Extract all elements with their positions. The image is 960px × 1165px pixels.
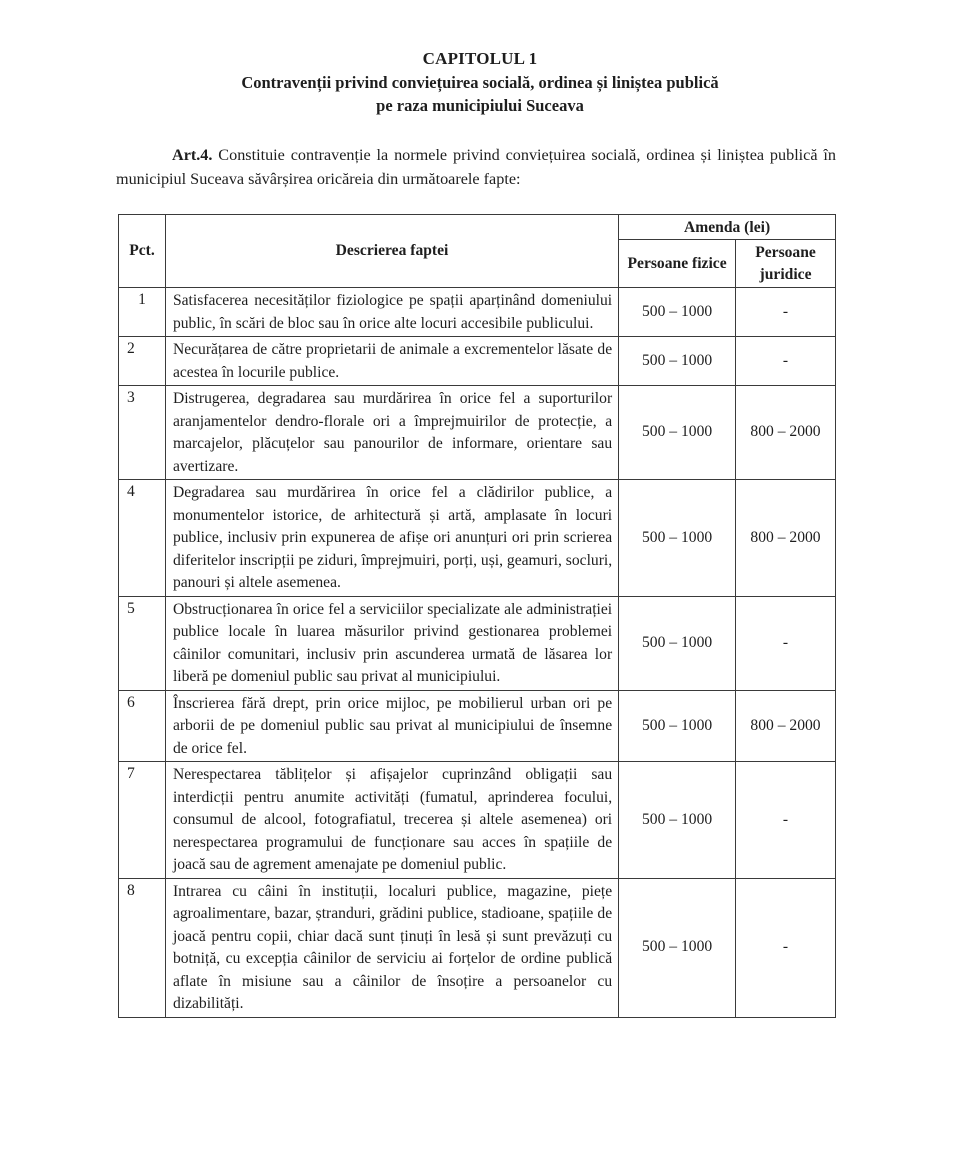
row-fine-legal-entities: - (736, 878, 836, 1017)
row-fine-legal-entities: 800 – 2000 (736, 480, 836, 597)
table-row (119, 386, 836, 480)
row-fine-individuals: 500 – 1000 (619, 288, 736, 337)
chapter-heading (0, 47, 960, 117)
article-label: Art.4. (172, 146, 213, 164)
row-fine-individuals: 500 – 1000 (619, 596, 736, 690)
row-description: Necurățarea de către proprietarii de animale a excrementelor lăsate de acestea în locurile publice. (165, 337, 618, 386)
table-row (119, 288, 836, 337)
row-fine-individuals: 500 – 1000 (619, 878, 736, 1017)
row-description: Obstrucționarea în orice fel a serviciilor specializate ale administrației publice locale în luarea măsurilor privind gestionarea problemei câinilor comunitari, inclusiv prin ascunderea urmată de lăsarea lor liberă pe domeniul public sau privat al municipiului. (165, 596, 618, 690)
table-row (119, 337, 836, 386)
row-pct: 3 (119, 386, 166, 480)
row-pct: 2 (119, 337, 166, 386)
row-fine-individuals: 500 – 1000 (619, 386, 736, 480)
row-fine-legal-entities: - (736, 762, 836, 879)
header-fine-group: Amenda (lei) (619, 215, 836, 240)
row-pct: 8 (119, 878, 166, 1017)
row-fine-individuals: 500 – 1000 (619, 337, 736, 386)
row-fine-legal-entities: 800 – 2000 (736, 386, 836, 480)
row-description: Înscrierea fără drept, prin orice mijloc, pe mobilierul urban ori pe arborii de pe domeniul public sau privat al municipiului de însemne de orice fel. (165, 690, 618, 762)
row-pct: 1 (119, 288, 166, 337)
row-description: Distrugerea, degradarea sau murdărirea în orice fel a suporturilor aranjamentelor dendro-florale ori a împrejmuirilor de protecție, a marcajelor, plăcuțelor sau panourilor de informare, orientare sau avertizare. (165, 386, 618, 480)
row-fine-legal-entities: 800 – 2000 (736, 690, 836, 762)
row-pct: 6 (119, 690, 166, 762)
row-description: Nerespectarea tăblițelor și afișajelor cuprinzând obligații sau interdicții pentru anumite activități (fumatul, aprinderea focului, consumul de alcool, fotografiatul, trecerea și altele asemenea) ori nerespectarea programului de funcționare sau acces în spațiile de joacă sau de agrement amenajate pe domeniul public. (165, 762, 618, 879)
table-row (119, 878, 836, 1017)
fines-table (118, 214, 836, 1018)
row-fine-legal-entities: - (736, 337, 836, 386)
table-row (119, 690, 836, 762)
header-legal-entities: Persoane juridice (736, 240, 836, 288)
chapter-subtitle-line-2: pe raza municipiului Suceava (376, 96, 584, 115)
chapter-title: CAPITOLUL 1 (422, 49, 538, 68)
header-description: Descrierea faptei (165, 215, 618, 288)
row-description: Intrarea cu câini în instituții, localuri publice, magazine, piețe agroalimentare, bazar, ștranduri, grădini publice, stadioane, spațiile de joacă pentru copii, chiar dacă sunt ținuți în lesă și sunt prevăzuți cu botniță, cu excepția câinilor de serviciu ai forțelor de ordine publică aflate în misiune sau a câinilor de însoțire a persoanelor cu dizabilități. (165, 878, 618, 1017)
table-row (119, 762, 836, 879)
article-intro (116, 143, 836, 191)
row-fine-individuals: 500 – 1000 (619, 762, 736, 879)
table-row (119, 480, 836, 597)
row-fine-individuals: 500 – 1000 (619, 480, 736, 597)
row-pct: 4 (119, 480, 166, 597)
row-pct: 5 (119, 596, 166, 690)
row-description: Satisfacerea necesităților fiziologice pe spații aparținând domeniului public, în scări de bloc sau în orice alte locuri accesibile publicului. (165, 288, 618, 337)
header-pct: Pct. (119, 215, 166, 288)
row-fine-legal-entities: - (736, 288, 836, 337)
article-text: Constituie contravenție la normele privind conviețuirea socială, ordinea și liniștea publică în municipiul Suceava săvârșirea oricăreia din următoarele fapte: (116, 146, 836, 188)
table-row (119, 596, 836, 690)
row-fine-legal-entities: - (736, 596, 836, 690)
header-individuals: Persoane fizice (619, 240, 736, 288)
chapter-subtitle-line-1: Contravenții privind conviețuirea socială, ordinea și liniștea publică (241, 73, 719, 92)
table-header-row (119, 215, 836, 240)
row-description: Degradarea sau murdărirea în orice fel a clădirilor publice, a monumentelor istorice, de arhitectură și artă, amplasate în locuri publice, inclusiv prin expunerea de afișe ori anunțuri ori prin scrierea diferitelor inscripții pe ziduri, împrejmuiri, porți, uși, geamuri, socluri, panouri și altele asemenea. (165, 480, 618, 597)
row-fine-individuals: 500 – 1000 (619, 690, 736, 762)
row-pct: 7 (119, 762, 166, 879)
